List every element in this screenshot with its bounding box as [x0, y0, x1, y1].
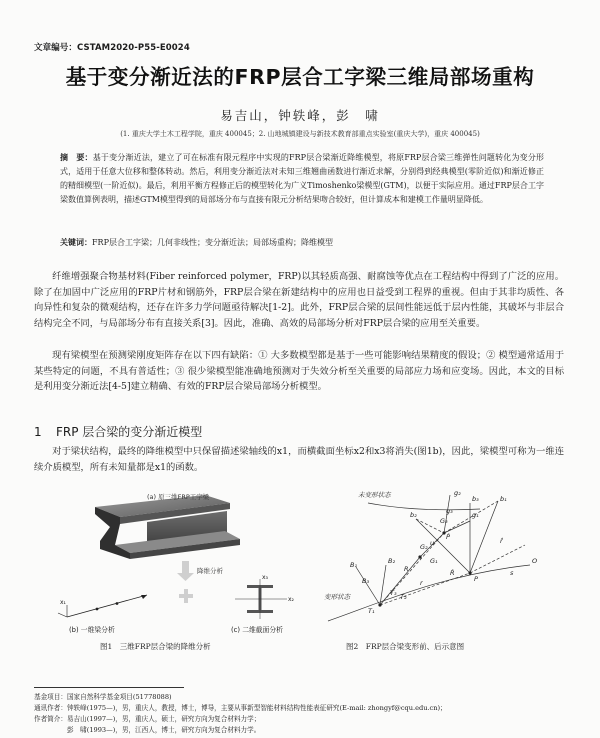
paper-title: 基于变分渐近法的FRP层合工字梁三维局部场重构: [65, 65, 535, 89]
fig2-label: B₁: [350, 561, 358, 569]
fig2-label: T₁: [368, 607, 375, 615]
fig2-label: P̂: [446, 533, 450, 541]
fig2-label: b₂: [410, 511, 417, 519]
fig2-label: s: [510, 569, 514, 577]
fig2-label: G₁: [430, 557, 438, 565]
deformation-geometry: [328, 495, 530, 621]
abstract: [60, 151, 544, 207]
abstract-text: 基于变分渐近法，建立了可在标准有限元程序中实现的FRP层合梁渐近降维模型，将原FRP层合梁三维弹性问题转化为变分形式，适用于任意大位移和整体转动。然后，利用变分渐近法对未知三维翘曲函数进行渐近求解，分别得到经典模型(零阶近似)和渐近修正的精细模型(一阶近似)。最后，利用平衡方程修正后的模型转化为广义Timoshenko梁模型(GTM)，以便于实际应用。通过FRP层合工字梁数值算例表明，描述GTM模型得到的局部场分布与直接有限元分析结果吻合较好，但计算成本和建模工作量明显降低。: [60, 153, 545, 204]
fig2-label: g₂: [454, 489, 461, 497]
fig1-sub-b: (b) 一维梁分析: [69, 626, 115, 634]
down-arrow: [177, 561, 194, 581]
footnote-divider: [34, 687, 184, 688]
section-1-paragraph: [34, 444, 564, 475]
1d-beam-diagram: [58, 595, 147, 617]
fig1-inner-caption: (a) 原三维FRP工字梁: [147, 493, 210, 501]
fig2-label: b₃: [472, 495, 479, 503]
fig1-reduce-label: 降维分析: [197, 567, 223, 575]
abstract-label: 摘 要：: [60, 153, 93, 162]
i-section-2d: [235, 579, 287, 619]
section-1-heading: [34, 423, 202, 440]
axis-x2-label: x₂: [288, 596, 294, 603]
footnote-corresponding: 通讯作者：钟轶峰(1975—)，男，重庆人，教授，博士，博导，主要从事新型智能材料结构性能表征研究(E-mail: zhongyf@cqu.edu.cn)；: [34, 704, 447, 712]
intro-p2-text: 现有梁模型在预测梁刚度矩阵存在以下四有缺陷：① 大多数模型都是基于一些可能影响结果精度的假设；② 模型通常适用于某些特定的问题，不具有普适性；③ 很少梁模型能准确地预测对于失效分析至关重要的局部应力场和应变场。因此，本文的目标是利用变分渐近法[4-5]建立精确、有效的FRP层合梁局部场分析模型。: [34, 350, 564, 393]
fig2-label: u: [430, 539, 435, 547]
fig2-label: G₃: [440, 517, 448, 525]
fig2-label: T₃: [390, 589, 397, 597]
label-deformed: 变形状态: [324, 593, 350, 601]
fig2-label: B₂: [388, 557, 396, 565]
figure-2: [320, 483, 555, 635]
fig2-label: G₂: [420, 543, 428, 551]
fig2-labels: [324, 489, 537, 615]
footnote-author-1: 作者简介：易吉山(1997—)，男，重庆人，硕士，研究方向为复合材料力学；: [34, 715, 261, 723]
fig2-label: b₁: [500, 495, 507, 503]
footnote-funding: 基金项目：国家自然科学基金项目(51778088): [34, 693, 172, 701]
figure-1-caption: 图1 三维FRP层合梁的降维分析: [100, 642, 211, 651]
figure-2-caption: 图2 FRP层合梁变形前、后示意图: [346, 642, 465, 651]
section-title: FRP 层合梁的变分渐近模型: [56, 425, 203, 439]
section-number: 1: [34, 425, 42, 439]
fig2-label: T₂: [400, 593, 407, 601]
fig2-label: R̂: [450, 569, 455, 577]
axis-x1-label: x₁: [60, 599, 66, 606]
section1-p1-text: 对于梁状结构，最终的降维模型中只保留描述梁轴线的x1，而横截面坐标x2和x3将消失(图1b)，因此，梁模型可称为一维连续介质模型，所有未知量都是x1的函数。: [34, 446, 564, 473]
i-beam-3d-image: [95, 495, 240, 559]
intro-paragraph-2: [34, 348, 564, 395]
authors: 易吉山，钟轶峰，彭 啸: [220, 108, 380, 123]
fig1-sub-c: (c) 二维截面分析: [231, 626, 283, 634]
fig2-label: B₃: [362, 577, 370, 585]
fig2-label: g₁: [472, 511, 479, 519]
fig2-label: R: [404, 565, 409, 573]
footnote-author-2: 彭 啸(1993—)，男，江西人，博士，研究方向为复合材料力学。: [34, 726, 261, 734]
article-number: 文章编号：CSTAM2020-P55-E0024: [34, 43, 190, 53]
fig2-label: P: [474, 575, 478, 583]
keywords: [60, 237, 544, 248]
plus-sign: [179, 589, 193, 603]
fig2-label: g₃: [446, 507, 453, 515]
axis-x3-label: x₃: [262, 574, 268, 581]
affiliation: (1. 重庆大学土木工程学院，重庆 400045；2. 山地城镇建设与新技术教育部重点实验室(重庆大学)，重庆 400045): [120, 130, 480, 138]
label-undeformed: 未变形状态: [358, 491, 391, 499]
fig2-label: r: [420, 579, 423, 587]
intro-paragraph-1: [34, 269, 564, 331]
keywords-label: 关键词：: [60, 238, 92, 247]
intro-p1-text: 纤维增强聚合物基材料(Fiber reinforced polymer，FRP)以其轻质高强、耐腐蚀等优点在工程结构中得到了广泛的应用。除了在加固中广泛应用的FRP片材和钢筋外，FRP层合梁在新建结构中的应用也日益受到工程界的重视。但由于其非均质性、各向异性和复杂的微观结构，还存在许多力学问题亟待解决[1-2]。此外，FRP层合梁的层间性能远低于层内性能，其破坏与非层合结构完全不同，与局部场分布有直接关系[3]。因此，准确、高效的局部场分析对FRP层合梁的应用至关重要。: [34, 271, 564, 329]
figure-1: [55, 487, 295, 635]
keywords-text: FRP层合工字梁；几何非线性；变分渐近法；局部场重构；降维模型: [92, 238, 333, 247]
fig2-label: r̂: [500, 537, 503, 545]
fig2-label: O: [532, 557, 538, 565]
